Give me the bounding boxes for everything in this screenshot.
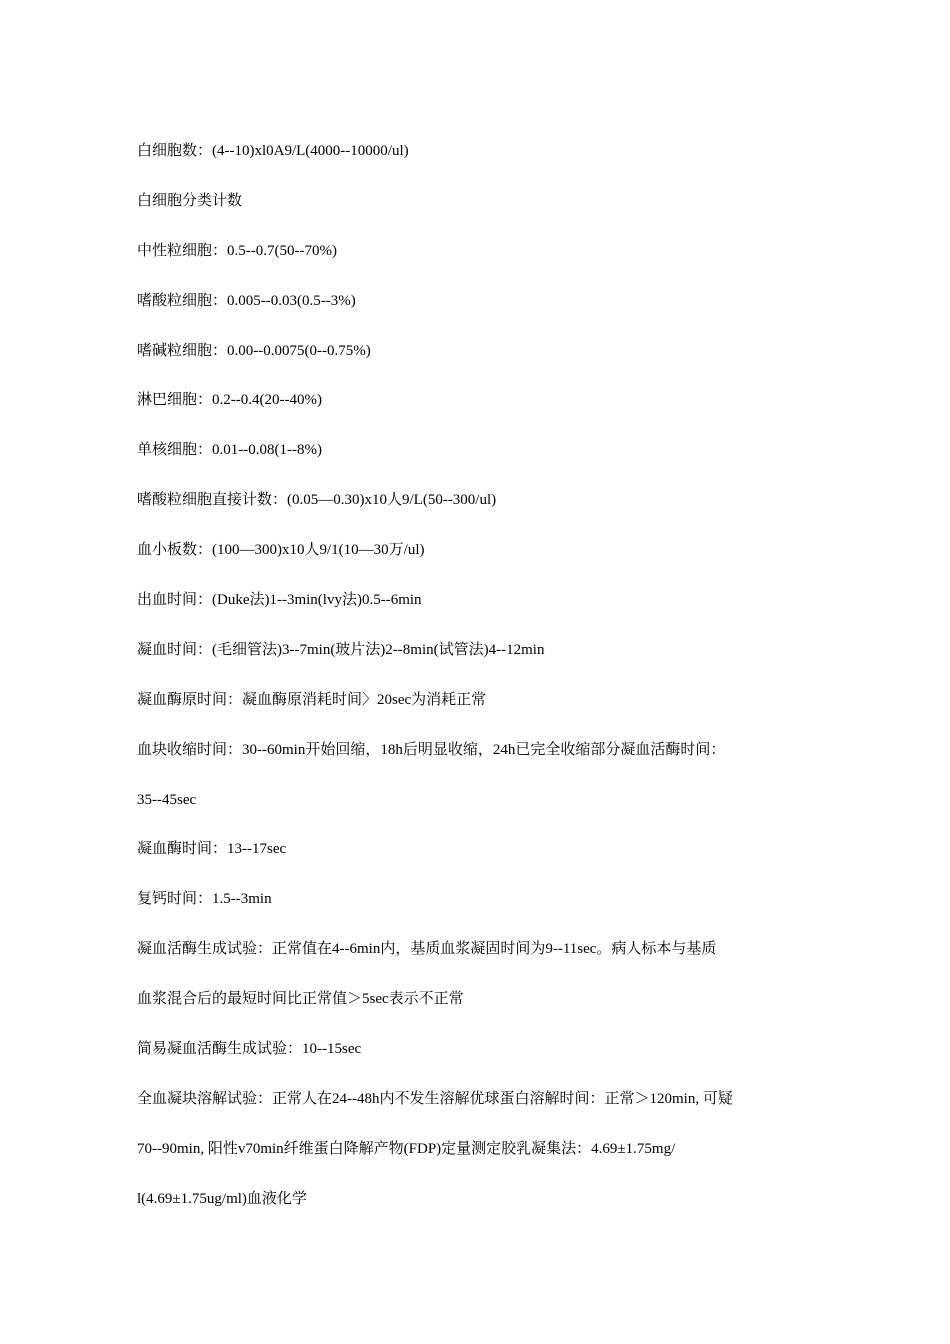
text-line-aptt-value: 35--45sec [137, 791, 197, 808]
text-line-basophils: 嗜碱粒细胞：0.00--0.0075(0--0.75%) [137, 342, 371, 359]
text-line-recalcification-time: 复钙时间：1.5--3min [137, 891, 272, 908]
document-body [137, 140, 827, 1238]
text-line-eosinophil-direct-count: 嗜酸粒细胞直接计数：(0.05—0.30)x10人9/L(50--300/ul) [137, 492, 497, 509]
text-line-whole-blood-clot-lysis: 全血凝块溶解试验：正常人在24--48h内不发生溶解优球蛋白溶解时间：正常＞120min, 可疑 [137, 1090, 733, 1107]
text-line-clot-retraction-time: 血块收缩时间：30--60min开始回缩，18h后明显收缩，24h已完全收缩部分凝血活酶时间： [137, 741, 726, 758]
text-line-eosinophils: 嗜酸粒细胞：0.005--0.03(0.5--3%) [137, 292, 356, 309]
text-line-prothrombin-time: 凝血酶原时间：凝血酶原消耗时间〉20sec为消耗正常 [137, 691, 487, 708]
text-line-neutrophils: 中性粒细胞：0.5--0.7(50--70%) [137, 242, 337, 259]
text-line-wbc-count: 白细胞数：(4--10)xl0A9/L(4000--10000/ul) [137, 143, 409, 159]
text-line-lymphocytes: 淋巴细胞：0.2--0.4(20--40%) [137, 392, 322, 409]
text-line-fdp-cont-blood-chemistry: l(4.69±1.75ug/ml)血液化学 [137, 1190, 307, 1207]
text-line-fdp-measurement: 70--90min, 阳性v70min纤维蛋白降解产物(FDP)定量测定胶乳凝集法：4.69±1.75mg/ [137, 1140, 676, 1157]
text-line-monocytes: 单核细胞：0.01--0.08(1--8%) [137, 442, 322, 459]
text-line-simple-thromboplastin-test: 简易凝血活酶生成试验：10--15sec [137, 1041, 362, 1058]
text-line-bleeding-time: 出血时间：(Duke法)1--3min(lvy法)0.5--6min [137, 592, 422, 609]
text-line-thrombin-time: 凝血酶时间：13--17sec [137, 841, 287, 858]
text-line-wbc-differential-heading: 白细胞分类计数 [137, 192, 243, 209]
text-line-thromboplastin-generation-test: 凝血活酶生成试验：正常值在4--6min内，基质血浆凝固时间为9--11sec。病人标本与基质 [137, 941, 717, 958]
text-line-platelet-count: 血小板数：(100—300)x10人9/1(10—30万/ul) [137, 542, 425, 559]
text-line-thromboplastin-generation-cont: 血浆混合后的最短时间比正常值＞5sec表示不正常 [137, 991, 464, 1008]
text-line-clotting-time: 凝血时间：(毛细管法)3--7min(玻片法)2--8min(试管法)4--12min [137, 641, 545, 658]
